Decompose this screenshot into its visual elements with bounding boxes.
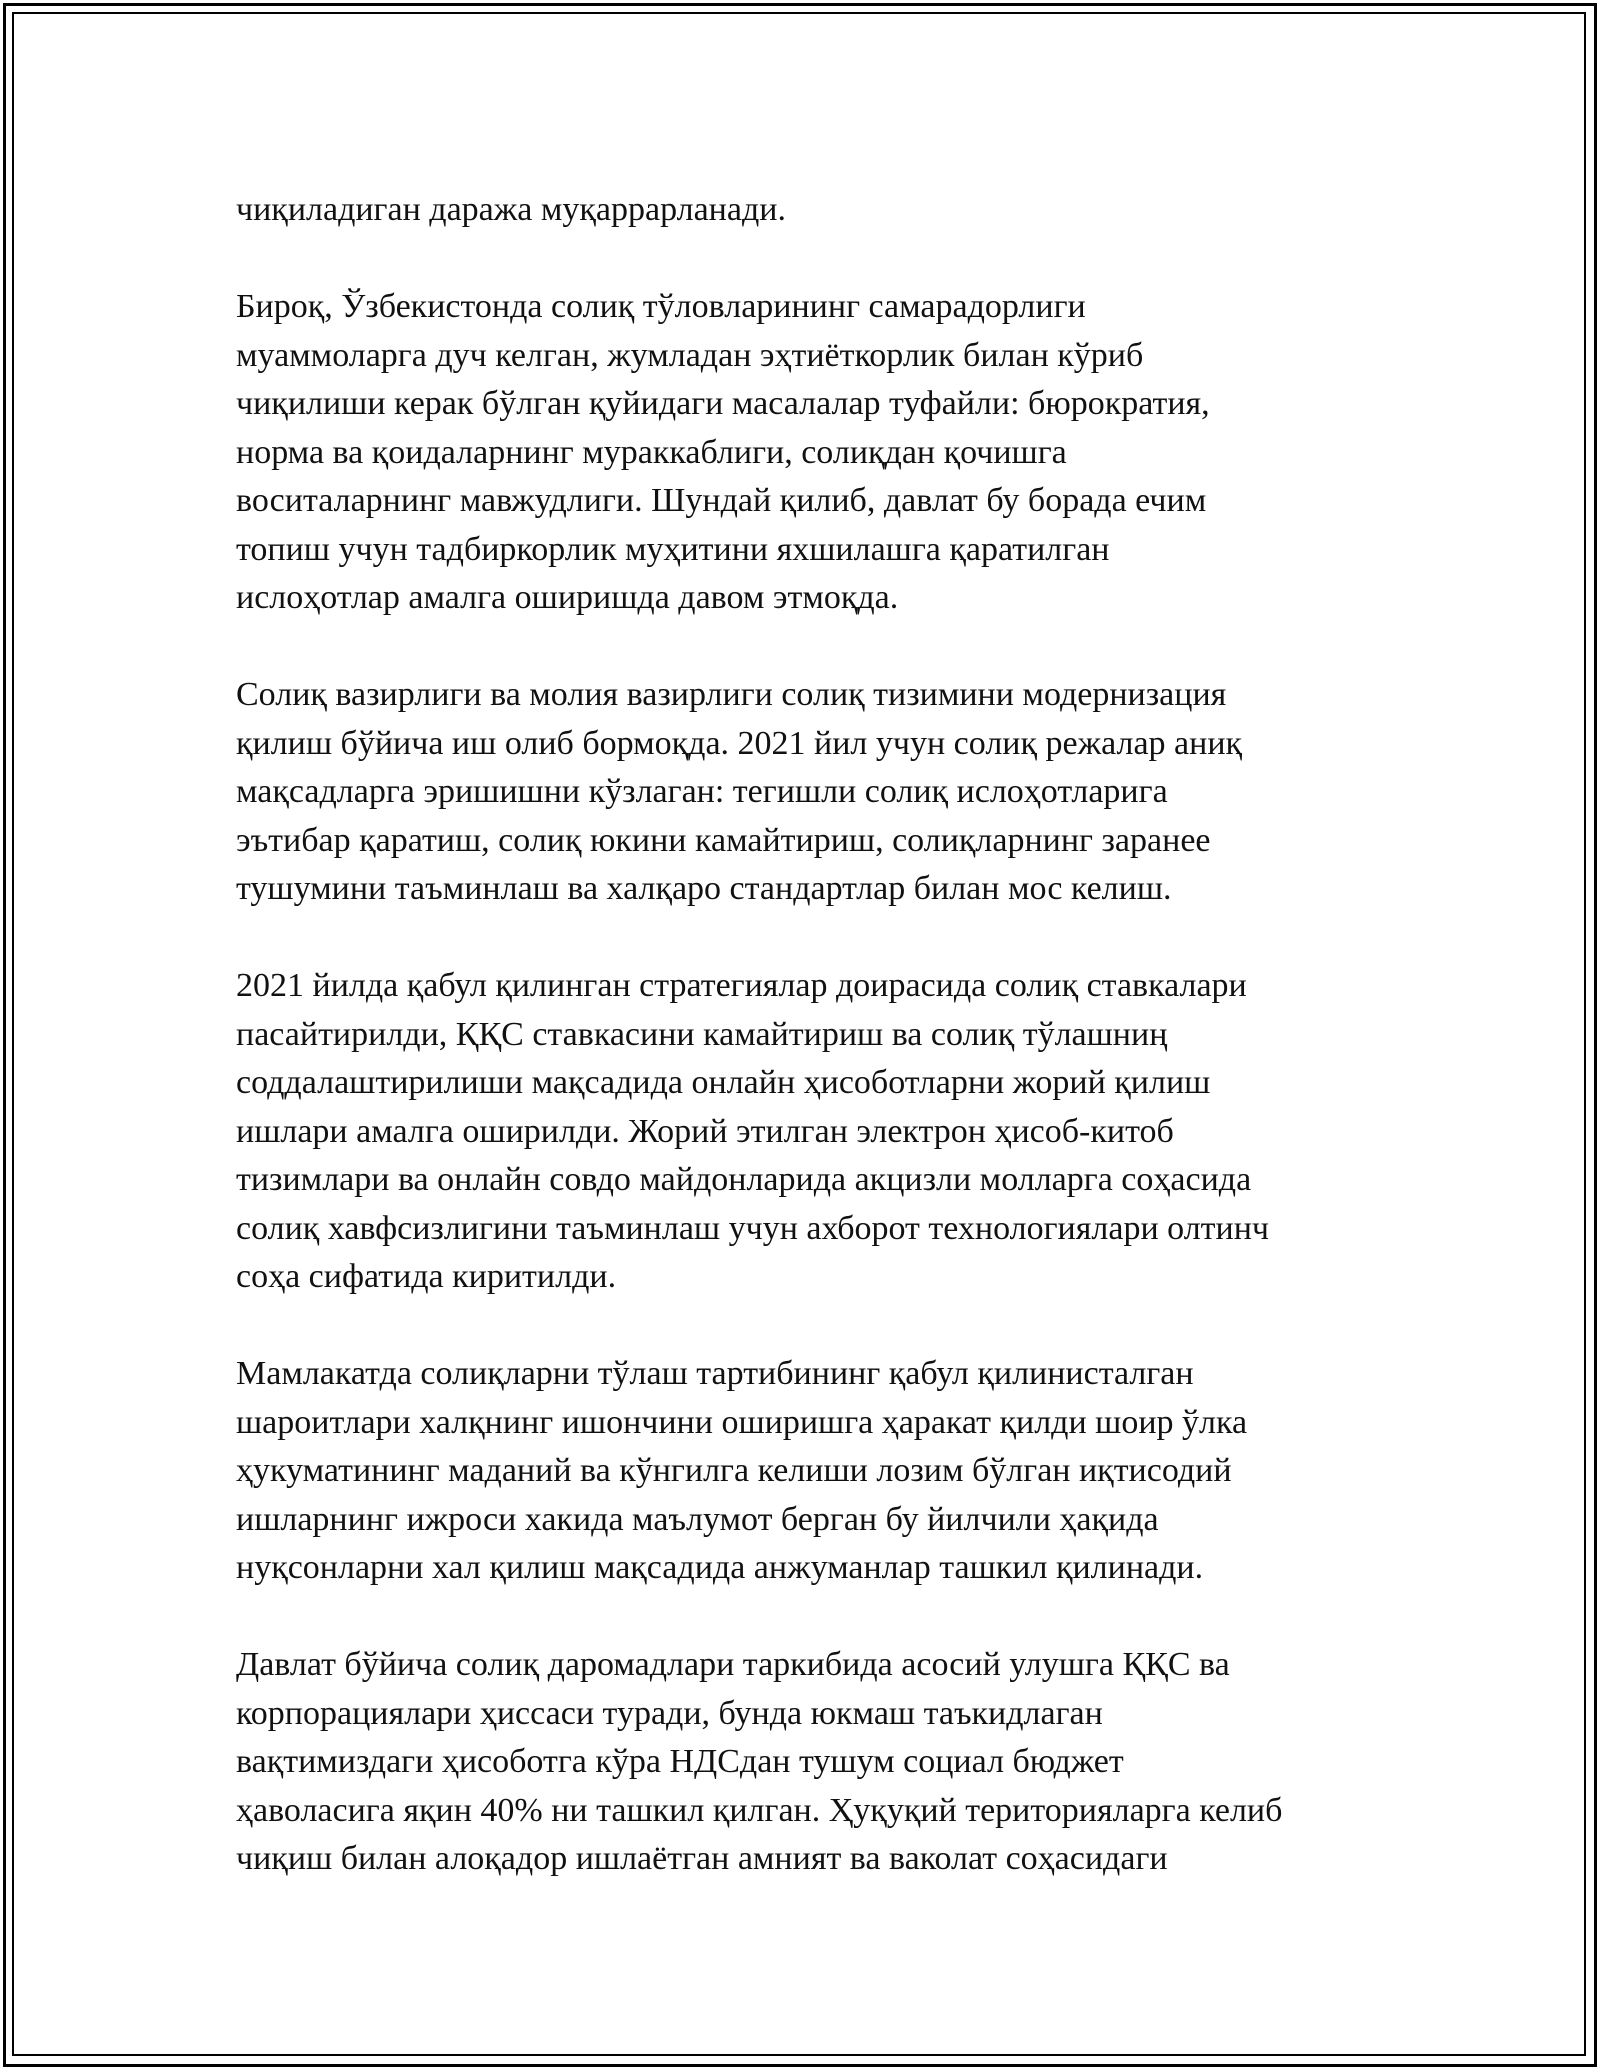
paragraph-4 bbox=[236, 962, 1386, 1302]
text-line: вақтимиздаги ҳисоботга кўра НДСдан тушум социал бюджет bbox=[236, 1743, 1124, 1780]
text-line: нуқсонларни хал қилиш мақсадида анжуманлар ташкил қилинади. bbox=[236, 1549, 1204, 1586]
text-line: чиқилиши керак бўлган қуйидаги масалалар туфайли: бюрократия, bbox=[236, 385, 1210, 422]
text-line: соддалаштирилиши мақсадида онлайн ҳисоботларни жорий қилиш bbox=[236, 1064, 1211, 1101]
text-line: қилиш бўйича иш олиб бормоқда. 2021 йил учун солиқ режалар аниқ bbox=[236, 724, 1243, 762]
document-body bbox=[236, 186, 1386, 1932]
text-line: муаммоларга дуч келган, жумладан эҳтиёткорлик билан кўриб bbox=[236, 336, 1144, 374]
text-line: тушумини таъминлаш ва халқаро стандартлар билан мос келиш. bbox=[236, 870, 1172, 907]
text-line: ишлари амалга оширилди. Жорий этилган электрон ҳисоб-китоб bbox=[236, 1112, 1174, 1150]
text-line: Давлат бўйича солиқ даромадлари таркибида асосий улушга ҚҚС ва bbox=[236, 1646, 1230, 1683]
text-line: солиқ хавфсизлигини таъминлаш учун ахборот технологиялари олтинч bbox=[236, 1209, 1270, 1247]
paragraph-3 bbox=[236, 671, 1386, 914]
text-line: ҳукуматининг маданий ва кўнгилга келиши лозим бўлган иқтисодий bbox=[236, 1452, 1232, 1489]
text-line: топиш учун тадбиркорлик муҳитини яхшилашга қаратилган bbox=[236, 530, 1110, 568]
paragraph-5 bbox=[236, 1350, 1386, 1593]
paragraph-1 bbox=[236, 186, 1386, 235]
text-line: Солиқ вазирлиги ва молия вазирлиги солиқ тизимини модернизация bbox=[236, 676, 1227, 713]
text-line: ҳаволасига яқин 40% ни ташкил қилган. Ҳуқуқий територияларга келиб bbox=[236, 1791, 1283, 1829]
text-line: Бироқ, Ўзбекистонда солиқ тўловларининг самарадорлиги bbox=[236, 288, 1086, 325]
text-line: норма ва қоидаларнинг мураккаблиги, солиқдан қочишга bbox=[236, 433, 1067, 471]
text-line: эътибар қаратиш, солиқ юкини камайтириш, солиқларнинг заранее bbox=[236, 821, 1211, 859]
text-line: чиқиладиган даража муқаррарланади. bbox=[236, 191, 786, 228]
text-line: корпорациялари ҳиссаси туради, бунда юкмаш таъкидлаган bbox=[236, 1694, 1103, 1732]
text-line: ислоҳотлар амалга оширишда давом этмоқда. bbox=[236, 579, 899, 616]
text-line: ишларнинг ижроси хакида маълумот берган бу йилчили ҳақида bbox=[236, 1500, 1159, 1538]
paragraph-2 bbox=[236, 283, 1386, 623]
text-line: Мамлакатда солиқларни тўлаш тартибининг қабул қилинисталган bbox=[236, 1355, 1194, 1392]
text-line: шароитлари халқнинг ишончини оширишга ҳаракат қилди шоир ўлка bbox=[236, 1403, 1248, 1441]
paragraph-6 bbox=[236, 1641, 1386, 1884]
text-line: соҳа сифатида киритилди. bbox=[236, 1258, 617, 1295]
text-line: пасайтирилди, ҚҚС ставкасини камайтириш ва солиқ тўлашниң bbox=[236, 1015, 1168, 1053]
text-line: мақсадларга эришишни кўзлаган: тегишли солиқ ислоҳотларига bbox=[236, 773, 1168, 810]
text-line: воситаларнинг мавжудлиги. Шундай қилиб, давлат бу борада ечим bbox=[236, 482, 1207, 519]
text-line: тизимлари ва онлайн совдо майдонларида акцизли молларга соҳасида bbox=[236, 1161, 1252, 1198]
text-line: чиқиш билан алоқадор ишлаётган амният ва ваколат соҳасидаги bbox=[236, 1840, 1168, 1877]
text-line: 2021 йилда қабул қилинган стратегиялар доирасида солиқ ставкалари bbox=[236, 967, 1247, 1004]
